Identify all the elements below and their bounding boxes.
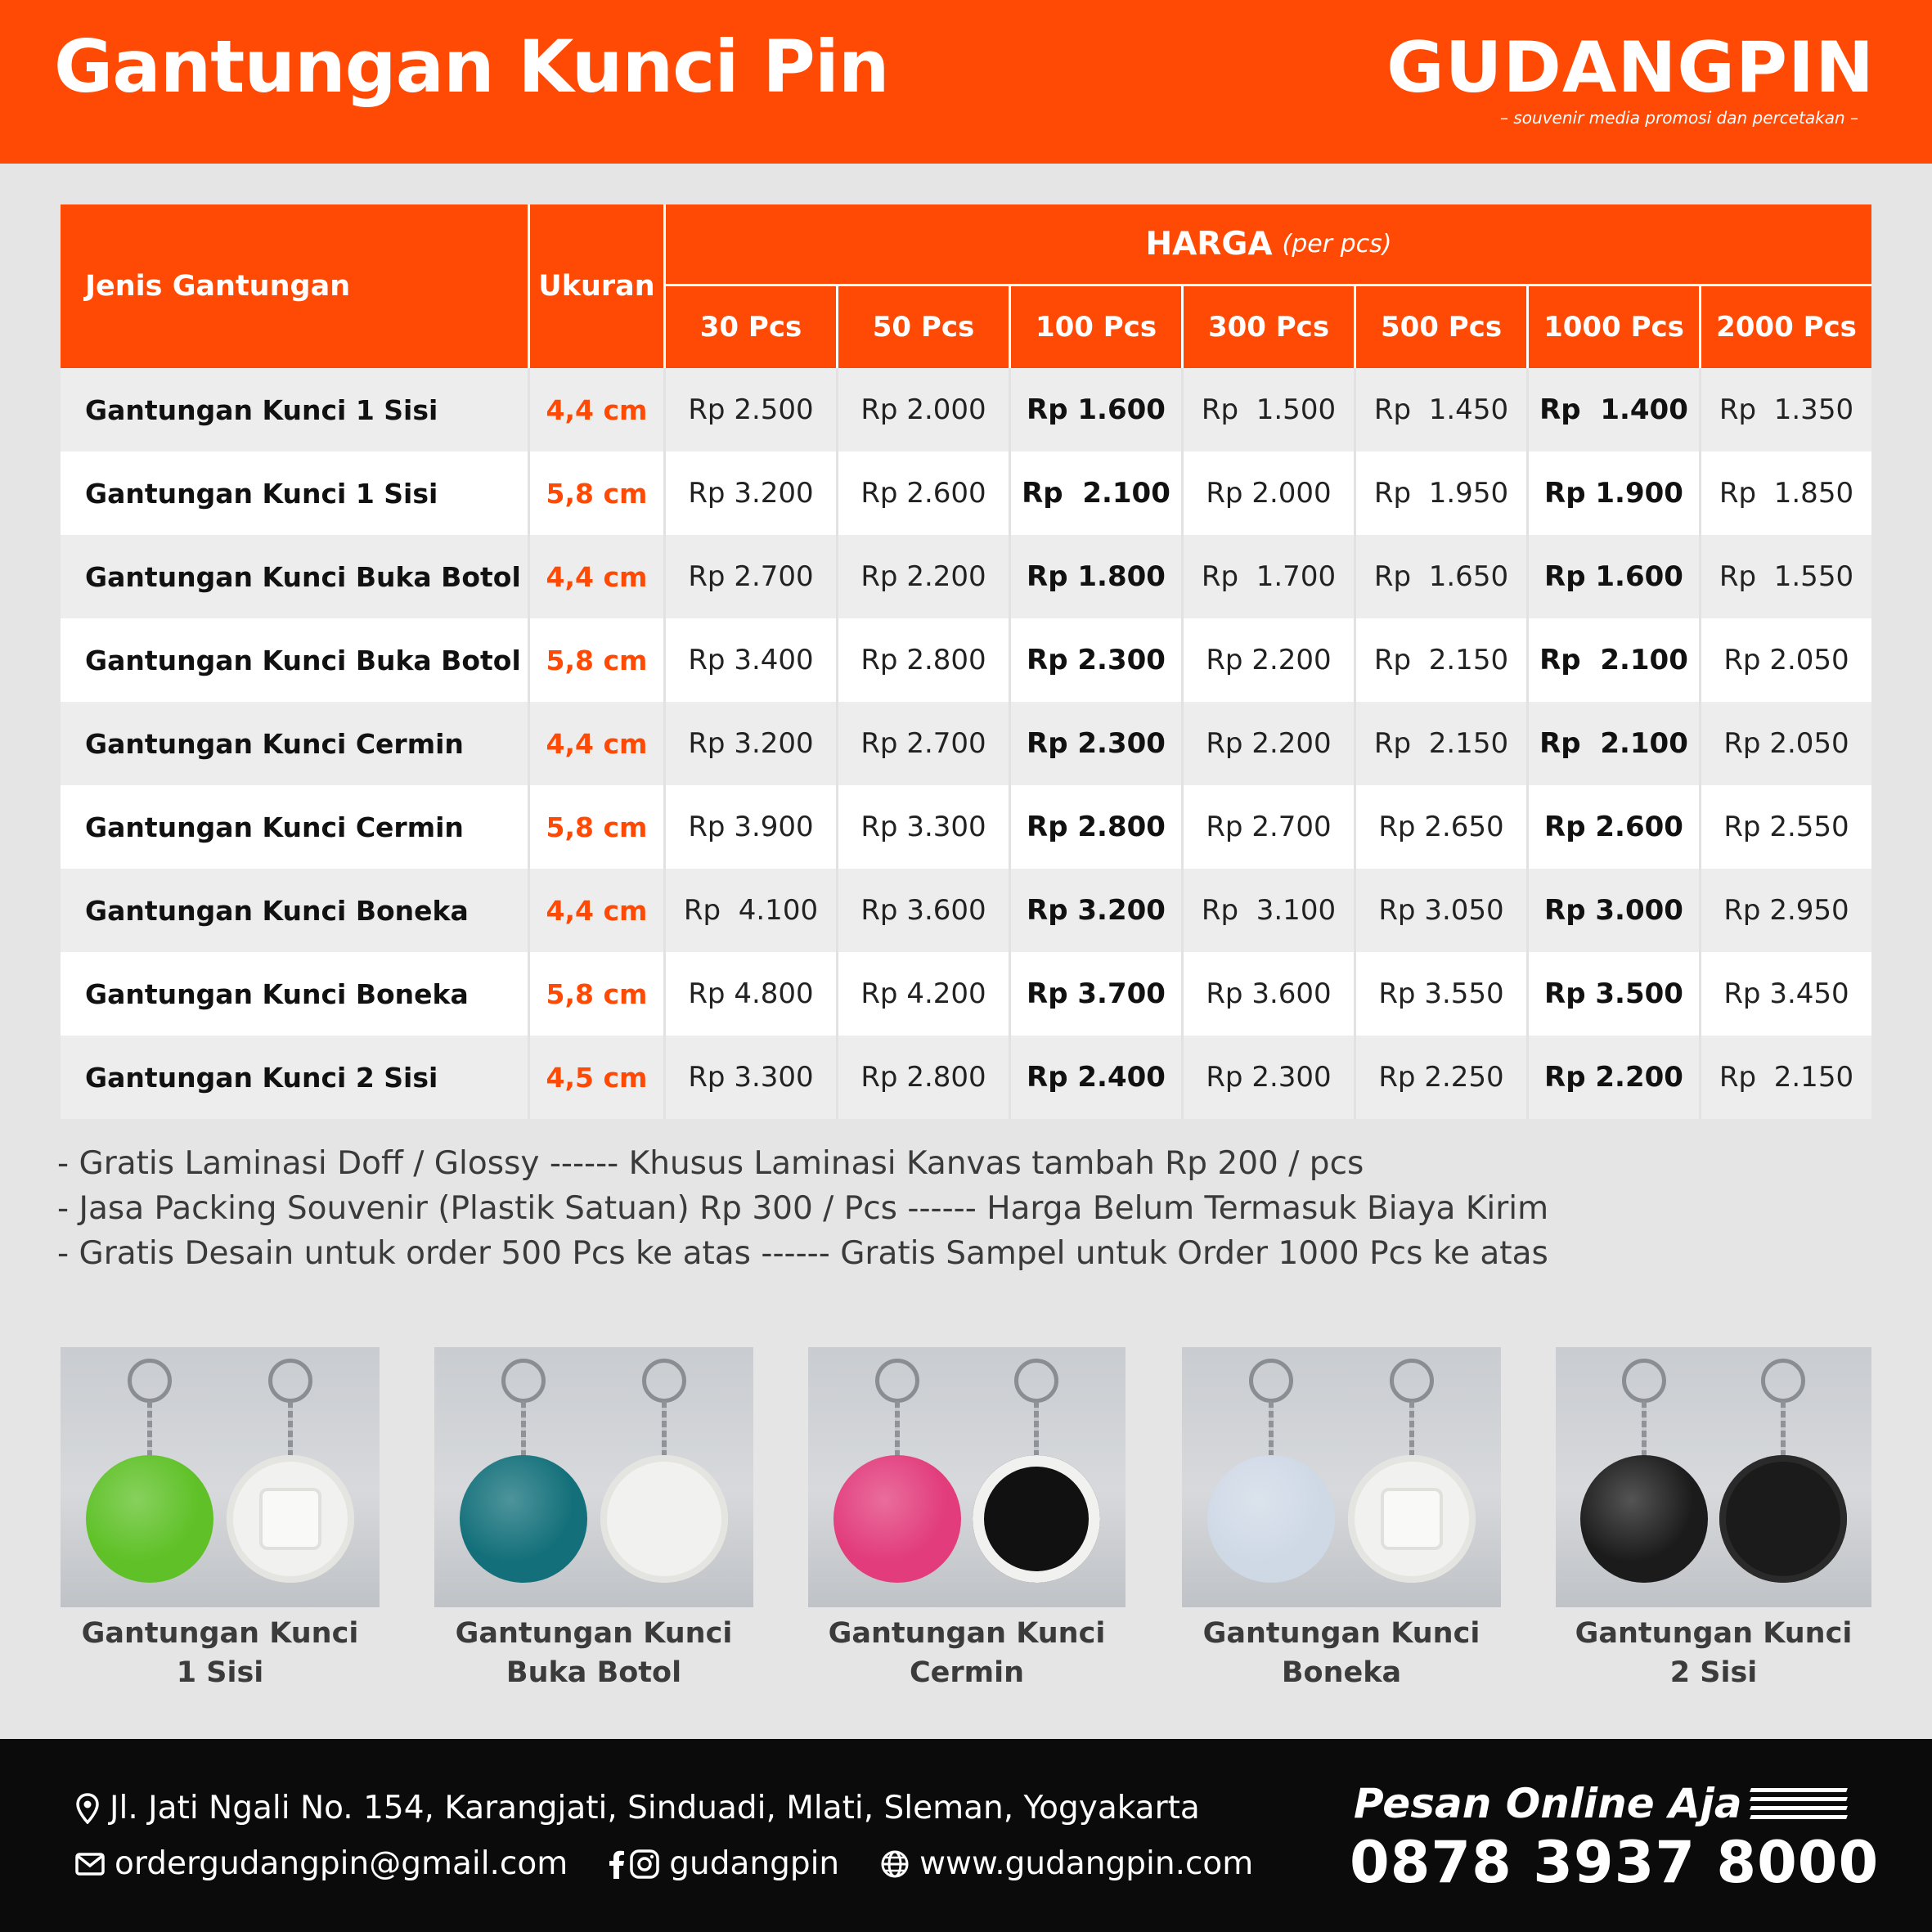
brand-tagline: – souvenir media promosi dan percetakan – xyxy=(1500,108,1858,128)
key-ring-icon xyxy=(642,1359,686,1403)
website-link[interactable] xyxy=(880,1845,1253,1882)
product-photo xyxy=(434,1347,753,1607)
facebook-icon xyxy=(609,1849,625,1879)
chain-icon xyxy=(895,1401,900,1458)
product-photo xyxy=(1556,1347,1871,1607)
header-ukuran: Ukuran xyxy=(530,204,666,368)
price-cell: Rp 2.200 xyxy=(838,535,1011,618)
note-line: - Gratis Desain untuk order 500 Pcs ke atas ------ Gratis Sampel untuk Order 1000 Pcs ke atas xyxy=(57,1235,1548,1272)
price-cell: Rp 2.200 xyxy=(1184,618,1356,702)
pin-front-image xyxy=(460,1455,587,1583)
row-type-name: Gantungan Kunci Boneka xyxy=(61,952,530,1036)
table-row xyxy=(61,535,1871,618)
price-cell: Rp 3.300 xyxy=(838,785,1011,869)
pin-front-image xyxy=(86,1455,213,1583)
price-cell: Rp 1.650 xyxy=(1356,535,1529,618)
product-label-line: Buka Botol xyxy=(505,1656,682,1689)
price-cell: Rp 1.350 xyxy=(1719,393,1854,426)
price-cell: Rp 3.500 xyxy=(1529,952,1701,1036)
social-handle: gudangpin xyxy=(669,1845,840,1882)
row-size: 4,5 cm xyxy=(530,1036,666,1119)
table-header xyxy=(61,204,1871,368)
product-label-line: 1 Sisi xyxy=(176,1656,264,1689)
price-cell: Rp 2.600 xyxy=(838,452,1011,535)
product-photo xyxy=(1182,1347,1501,1607)
product-label xyxy=(1556,1614,1871,1692)
price-cell: Rp 2.700 xyxy=(1184,785,1356,869)
price-cell: Rp 2.050 xyxy=(1723,644,1849,676)
price-cell: Rp 2.200 xyxy=(1184,702,1356,785)
price-cell: Rp 2.300 xyxy=(1011,618,1184,702)
instagram-icon xyxy=(630,1849,659,1879)
pin-back-image xyxy=(973,1455,1100,1583)
mail-icon xyxy=(75,1853,105,1876)
row-size: 4,4 cm xyxy=(530,869,666,952)
note-line: - Gratis Laminasi Doff / Glossy ------ Khusus Laminasi Kanvas tambah Rp 200 / pcs xyxy=(57,1145,1364,1182)
key-ring-icon xyxy=(875,1359,919,1403)
header-bar xyxy=(0,0,1932,164)
row-size: 5,8 cm xyxy=(530,785,666,869)
price-cell: Rp 1.450 xyxy=(1356,368,1529,452)
price-cell: Rp 2.100 xyxy=(1011,452,1184,535)
price-cell: Rp 1.950 xyxy=(1356,452,1529,535)
price-cell: Rp 1.400 xyxy=(1529,368,1701,452)
key-ring-icon xyxy=(1390,1359,1434,1403)
product-label xyxy=(808,1614,1126,1692)
row-type-name: Gantungan Kunci Cermin xyxy=(61,702,530,785)
row-type-name: Gantungan Kunci Boneka xyxy=(61,869,530,952)
product-photo xyxy=(808,1347,1126,1607)
row-type-name: Gantungan Kunci 1 Sisi xyxy=(61,452,530,535)
price-cell: Rp 1.700 xyxy=(1184,535,1356,618)
order-cta[interactable] xyxy=(1354,1780,1847,1827)
price-cell: Rp 1.500 xyxy=(1184,368,1356,452)
table-row xyxy=(61,869,1871,952)
qty-header: 100 Pcs xyxy=(1011,286,1184,368)
price-cell: Rp 3.200 xyxy=(666,702,838,785)
row-type-name: Gantungan Kunci 2 Sisi xyxy=(61,1036,530,1119)
product-label-line: Gantungan Kunci xyxy=(828,1617,1106,1650)
price-cell: Rp 2.800 xyxy=(838,618,1011,702)
brand-logo[interactable] xyxy=(1384,27,1875,128)
chain-icon xyxy=(521,1401,526,1458)
product-card[interactable] xyxy=(808,1347,1126,1692)
pin-back-image xyxy=(1719,1455,1847,1583)
price-cell: Rp 3.200 xyxy=(1011,869,1184,952)
price-cell: Rp 2.650 xyxy=(1356,785,1529,869)
note-line: - Jasa Packing Souvenir (Plastik Satuan) Rp 300 / Pcs ------ Harga Belum Termasuk Biaya Kirim xyxy=(57,1190,1549,1227)
page-title: Gantungan Kunci Pin xyxy=(54,25,889,109)
price-cell: Rp 2.700 xyxy=(838,702,1011,785)
notes xyxy=(57,1141,1548,1276)
price-cell: Rp 1.550 xyxy=(1719,560,1854,593)
price-cell: Rp 3.550 xyxy=(1356,952,1529,1036)
table-row xyxy=(61,368,1871,452)
price-cell: Rp 1.600 xyxy=(1011,368,1184,452)
table-row xyxy=(61,452,1871,535)
price-cell: Rp 1.800 xyxy=(1011,535,1184,618)
key-ring-icon xyxy=(1014,1359,1058,1403)
row-size: 5,8 cm xyxy=(530,618,666,702)
price-cell: Rp 1.850 xyxy=(1719,477,1854,510)
price-cell: Rp 2.000 xyxy=(1184,452,1356,535)
price-cell: Rp 2.600 xyxy=(1529,785,1701,869)
table-row xyxy=(61,702,1871,785)
pin-back-slot xyxy=(1381,1488,1443,1550)
price-cell: Rp 1.900 xyxy=(1529,452,1701,535)
product-label-line: Gantungan Kunci xyxy=(455,1617,733,1650)
row-size: 4,4 cm xyxy=(530,535,666,618)
price-cell: Rp 4.800 xyxy=(666,952,838,1036)
chain-icon xyxy=(288,1401,293,1458)
price-cell: Rp 2.800 xyxy=(838,1036,1011,1119)
row-size: 5,8 cm xyxy=(530,452,666,535)
price-cell: Rp 4.100 xyxy=(666,869,838,952)
row-size: 4,4 cm xyxy=(530,368,666,452)
product-label xyxy=(1182,1614,1501,1692)
key-ring-icon xyxy=(1249,1359,1293,1403)
brand-name: GUDANGPIN xyxy=(1386,27,1875,109)
quantity-header-row xyxy=(666,286,1871,368)
social-link[interactable] xyxy=(609,1845,839,1882)
price-cell: Rp 2.150 xyxy=(1356,618,1529,702)
price-cell: Rp 2.100 xyxy=(1529,702,1701,785)
qty-header: 300 Pcs xyxy=(1184,286,1356,368)
row-size: 5,8 cm xyxy=(530,952,666,1036)
price-cell: Rp 2.050 xyxy=(1723,727,1849,760)
product-card[interactable] xyxy=(1556,1347,1871,1692)
product-card[interactable] xyxy=(1182,1347,1501,1692)
product-label-line: Gantungan Kunci xyxy=(81,1617,359,1650)
key-ring-icon xyxy=(128,1359,172,1403)
website-text: www.gudangpin.com xyxy=(919,1845,1254,1882)
product-label-line: 2 Sisi xyxy=(1669,1656,1758,1689)
pin-front-image xyxy=(1207,1455,1335,1583)
product-label-line: Gantungan Kunci xyxy=(1202,1617,1480,1650)
table-row xyxy=(61,952,1871,1036)
chain-icon xyxy=(1034,1401,1039,1458)
price-table xyxy=(61,204,1871,1119)
product-label xyxy=(434,1614,753,1692)
price-cell: Rp 2.700 xyxy=(666,535,838,618)
table-row xyxy=(61,618,1871,702)
qty-header: 500 Pcs xyxy=(1356,286,1529,368)
row-size: 4,4 cm xyxy=(530,702,666,785)
row-type-name: Gantungan Kunci Buka Botol xyxy=(61,535,530,618)
key-ring-icon xyxy=(501,1359,546,1403)
header-jenis: Jenis Gantungan xyxy=(61,204,530,368)
price-cell: Rp 3.000 xyxy=(1529,869,1701,952)
price-cell: Rp 2.550 xyxy=(1723,811,1849,843)
row-type-name: Gantungan Kunci Cermin xyxy=(61,785,530,869)
price-cell: Rp 2.250 xyxy=(1356,1036,1529,1119)
product-label-line: Gantungan Kunci xyxy=(1575,1617,1853,1650)
price-cell: Rp 2.400 xyxy=(1011,1036,1184,1119)
price-cell: Rp 2.150 xyxy=(1356,702,1529,785)
price-cell: Rp 3.600 xyxy=(1184,952,1356,1036)
pin-front-image xyxy=(833,1455,961,1583)
key-ring-icon xyxy=(1622,1359,1666,1403)
product-card[interactable] xyxy=(434,1347,753,1692)
price-cell: Rp 3.400 xyxy=(666,618,838,702)
phone-number[interactable]: 0878 3937 8000 xyxy=(1350,1829,1880,1896)
price-cell: Rp 3.600 xyxy=(838,869,1011,952)
speed-lines-icon xyxy=(1750,1788,1847,1819)
price-cell: Rp 3.200 xyxy=(666,452,838,535)
location-pin-icon xyxy=(75,1793,100,1824)
chain-icon xyxy=(1269,1401,1274,1458)
product-label-line: Cermin xyxy=(909,1656,1025,1689)
order-cta-text: Pesan Online Aja xyxy=(1354,1780,1742,1827)
address xyxy=(75,1790,1200,1826)
price-cell: Rp 2.000 xyxy=(838,368,1011,452)
product-gallery xyxy=(61,1347,1871,1691)
row-type-name: Gantungan Kunci 1 Sisi xyxy=(61,368,530,452)
header-harga-sub: (per pcs) xyxy=(1282,230,1392,258)
price-cell: Rp 3.450 xyxy=(1723,977,1849,1010)
header-harga-label: HARGA xyxy=(1145,226,1273,263)
price-cell: Rp 2.150 xyxy=(1719,1061,1854,1094)
table-body xyxy=(61,368,1871,1119)
price-cell: Rp 2.300 xyxy=(1011,702,1184,785)
product-photo xyxy=(61,1347,380,1607)
email-link[interactable] xyxy=(75,1845,568,1882)
contact-row xyxy=(75,1845,1294,1882)
row-type-name: Gantungan Kunci Buka Botol xyxy=(61,618,530,702)
qty-header: 2000 Pcs xyxy=(1716,311,1857,344)
header-harga xyxy=(666,204,1871,286)
price-cell: Rp 2.950 xyxy=(1723,894,1849,927)
product-label-line: Boneka xyxy=(1281,1656,1402,1689)
globe-icon xyxy=(880,1849,910,1879)
price-cell: Rp 3.100 xyxy=(1184,869,1356,952)
chain-icon xyxy=(662,1401,667,1458)
table-row xyxy=(61,785,1871,869)
table-row xyxy=(61,1036,1871,1119)
chain-icon xyxy=(1642,1401,1647,1458)
chain-icon xyxy=(1781,1401,1786,1458)
qty-header: 50 Pcs xyxy=(838,286,1011,368)
address-text: Jl. Jati Ngali No. 154, Karangjati, Sinduadi, Mlati, Sleman, Yogyakarta xyxy=(110,1790,1200,1826)
chain-icon xyxy=(147,1401,152,1458)
price-cell: Rp 3.050 xyxy=(1356,869,1529,952)
chain-icon xyxy=(1409,1401,1414,1458)
key-ring-icon xyxy=(1761,1359,1805,1403)
price-cell: Rp 3.900 xyxy=(666,785,838,869)
qty-header: 1000 Pcs xyxy=(1529,286,1701,368)
pin-back-image xyxy=(600,1455,728,1583)
footer xyxy=(0,1739,1932,1932)
price-cell: Rp 2.200 xyxy=(1529,1036,1701,1119)
price-cell: Rp 1.600 xyxy=(1529,535,1701,618)
price-cell: Rp 3.300 xyxy=(666,1036,838,1119)
email-text: ordergudangpin@gmail.com xyxy=(115,1845,568,1882)
pin-back-slot xyxy=(259,1488,321,1550)
price-cell: Rp 2.800 xyxy=(1011,785,1184,869)
key-ring-icon xyxy=(268,1359,312,1403)
product-card[interactable] xyxy=(61,1347,380,1692)
price-cell: Rp 2.300 xyxy=(1184,1036,1356,1119)
price-cell: Rp 3.700 xyxy=(1011,952,1184,1036)
price-cell: Rp 2.500 xyxy=(666,368,838,452)
product-label xyxy=(61,1614,380,1692)
pin-front-image xyxy=(1580,1455,1708,1583)
qty-header: 30 Pcs xyxy=(666,286,838,368)
price-cell: Rp 2.100 xyxy=(1529,618,1701,702)
price-cell: Rp 4.200 xyxy=(838,952,1011,1036)
